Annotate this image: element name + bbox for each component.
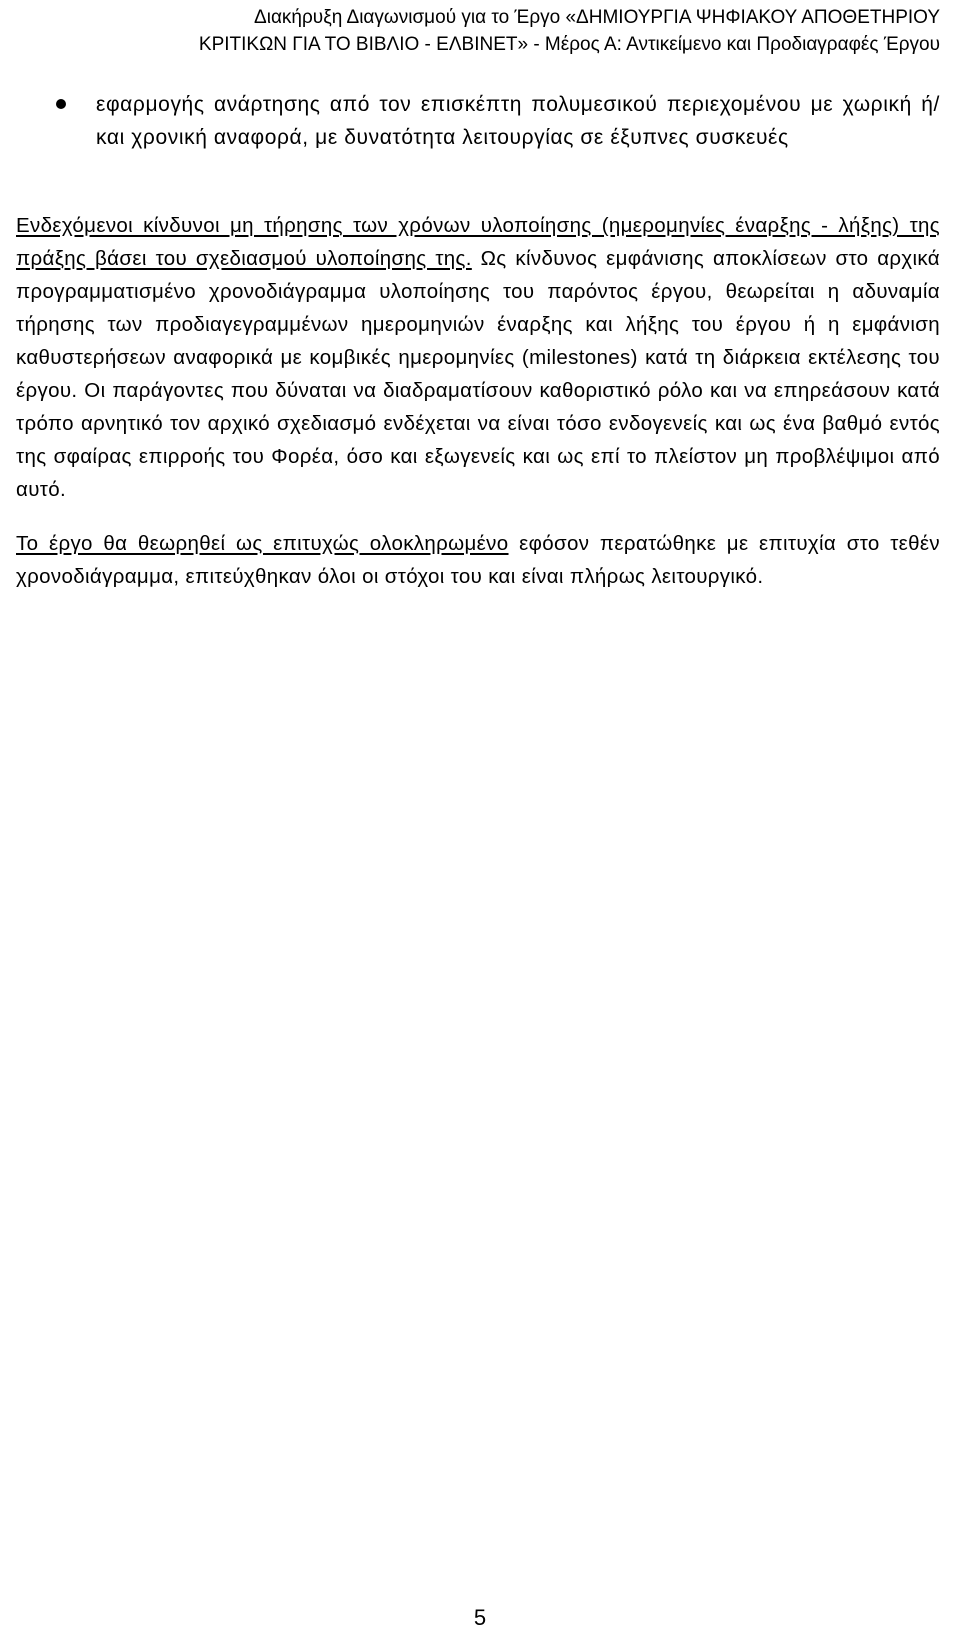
header-line-1: Διακήρυξη Διαγωνισμού για το Έργο «ΔΗΜΙΟΥΡΓΙΑ ΨΗΦΙΑΚΟΥ ΑΠΟΘΕΤΗΡΙΟΥ	[254, 7, 940, 28]
success-paragraph	[16, 527, 940, 593]
success-body: εφόσον περατώθηκε με επιτυχία στο τεθέν χρονοδιάγραμμα, επιτεύχθηκαν όλοι οι στόχοι του και είναι πλήρως λειτουργικό.	[16, 531, 940, 588]
success-heading: Το έργο θα θεωρηθεί ως επιτυχώς ολοκληρωμένο	[16, 531, 509, 555]
page-number: 5	[473, 1605, 487, 1630]
document-body	[16, 88, 940, 613]
bullet-item	[16, 88, 940, 154]
bullet-dot-icon	[56, 99, 66, 109]
risk-body: Ως κίνδυνος εμφάνισης αποκλίσεων στο αρχικά προγραμματισμένο χρονοδιάγραμμα υλοποίησης του παρόντος έργου, θεωρείται η αδυναμία τήρησης των προδιαγεγραμμένων ημερομηνιών έναρξης και λήξης του έργου ή η εμφάνιση καθυστερήσεων αναφορικά με κομβικές ημερομηνίες (milestones) κατά τη διάρκεια εκτέλεσης του έργου. Οι παράγοντες που δύναται να διαδραματίσουν καθοριστικό ρόλο και να επηρεάσουν κατά τρόπο αρνητικό τον αρχικό σχεδιασμό ενδέχεται να είναι τόσο ενδογενείς και ως ένα βαθμό εντός της σφαίρας επιρροής του Φορέα, όσο και εξωγενείς και ως επί το πλείστον μη προβλέψιμοι από αυτό.	[16, 247, 940, 501]
risk-paragraph	[16, 209, 940, 506]
running-header	[40, 4, 940, 58]
risk-heading: Ενδεχόμενοι κίνδυνοι μη τήρησης των χρόνων υλοποίησης (ημερομηνίες έναρξης - λήξης) της πράξης βάσει του σχεδιασμού υλοποίησης της.	[16, 214, 940, 270]
header-line-2: ΚΡΙΤΙΚΩΝ ΓΙΑ ΤΟ ΒΙΒΛΙΟ - ΕΛΒΙΝΕΤ» - Μέρος Α: Αντικείμενο και Προδιαγραφές Έργου	[198, 34, 940, 55]
bullet-item-text: εφαρμογής ανάρτησης από τον επισκέπτη πολυμεσικού περιεχομένου με χωρική ή/και χρονική αναφορά, με δυνατότητα λειτουργίας σε έξυπνες συσκευές	[96, 93, 940, 149]
